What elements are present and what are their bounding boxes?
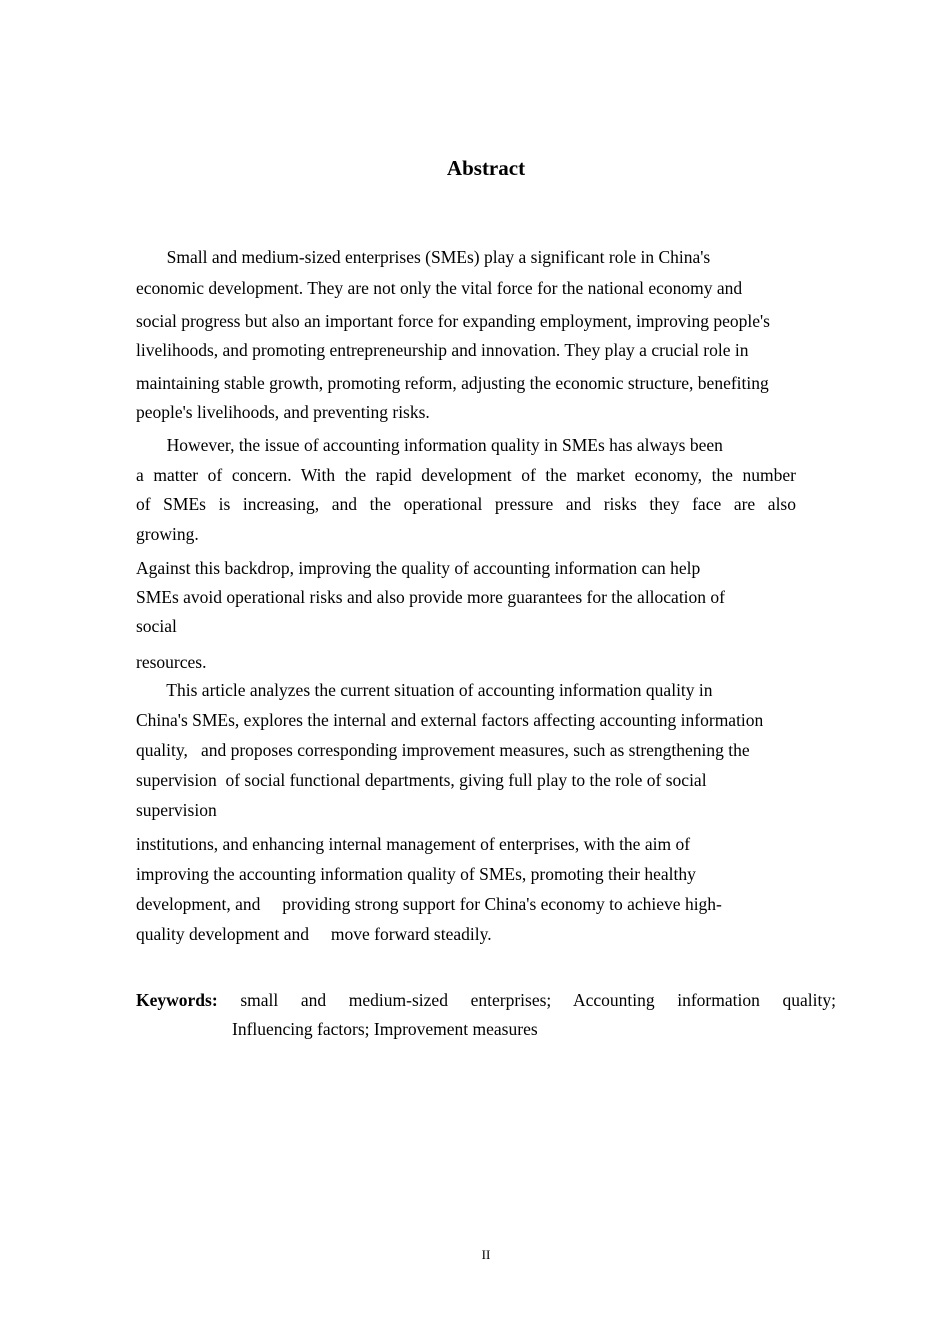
abstract-line: social — [136, 616, 177, 636]
abstract-line: improving the accounting information quality of SMEs, promoting their healthy — [136, 864, 696, 884]
abstract-line: development, and providing strong support for China's economy to achieve high- — [136, 894, 722, 914]
abstract-line: This article analyzes the current situation of accounting information quality in — [136, 680, 713, 700]
abstract-line: However, the issue of accounting information quality in SMEs has always been — [136, 435, 723, 455]
abstract-line: institutions, and enhancing internal management of enterprises, with the aim of — [136, 834, 691, 854]
abstract-line: Small and medium-sized enterprises (SMEs) play a significant role in China's — [136, 247, 711, 267]
keywords-label: Keywords: — [136, 990, 218, 1010]
abstract-line: maintaining stable growth, promoting reform, adjusting the economic structure, benefiting — [136, 373, 769, 393]
page-title: Abstract — [446, 156, 526, 180]
keywords-text: small and medium-sized enterprises; Accounting information quality; — [240, 990, 836, 1010]
abstract-line: economic development. They are not only the vital force for the national economy and — [136, 278, 743, 298]
abstract-line: China's SMEs, explores the internal and external factors affecting accounting information — [136, 710, 764, 730]
abstract-line: of SMEs is increasing, and the operational pressure and risks they face are also — [136, 494, 796, 514]
abstract-line: growing. — [136, 524, 199, 544]
abstract-line: Against this backdrop, improving the quality of accounting information can help — [136, 558, 701, 578]
abstract-line: a matter of concern. With the rapid development of the market economy, the number — [136, 465, 796, 485]
abstract-line: social progress but also an important force for expanding employment, improving people's — [136, 311, 770, 331]
abstract-line: people's livelihoods, and preventing risks. — [136, 402, 430, 422]
page-number: II — [481, 1247, 491, 1262]
keywords-block — [136, 990, 836, 1010]
abstract-line: SMEs avoid operational risks and also provide more guarantees for the allocation of — [136, 587, 726, 607]
abstract-line: resources. — [136, 652, 207, 672]
keywords-continuation: Influencing factors; Improvement measures — [232, 1019, 538, 1039]
abstract-line: livelihoods, and promoting entrepreneurship and innovation. They play a crucial role in — [136, 340, 749, 360]
abstract-line: supervision — [136, 800, 217, 820]
abstract-line: quality development and move forward steadily. — [136, 924, 492, 944]
abstract-line: quality, and proposes corresponding improvement measures, such as strengthening the — [136, 740, 750, 760]
abstract-line: supervision of social functional departments, giving full play to the role of social — [136, 770, 707, 790]
